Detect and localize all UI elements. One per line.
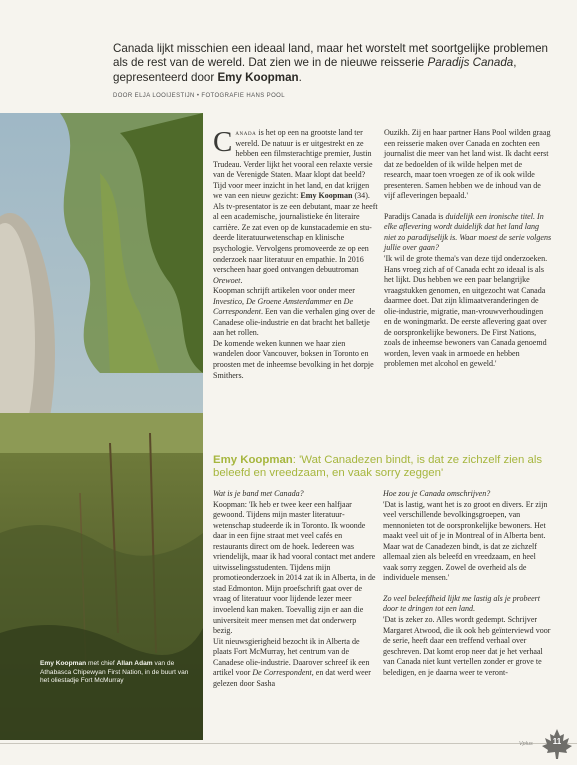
article-column-1: [213, 128, 378, 381]
photo-illustration: [0, 113, 203, 740]
col3-a2-b: , en dat werd weer gelezen door Sasha: [213, 668, 371, 688]
page-number: 11: [552, 737, 562, 746]
col2-paragraph-1: Ouzikh. Zij en haar partner Hans Pool wilden graag een reisserie maken over Canada en zochten een journalist die meer van het land wist. Ik dacht eerst dat ze bedoelden of ik wilde helpen met de research, maar toen vroegen ze of ik ook wilde presenteren. Samen hebben we de inhoud van de vijf afleveringen bepaald.': [384, 128, 551, 201]
spacer: [384, 202, 552, 212]
col3-a2-a: Uit nieuwsgierigheid bezocht ik in Alberta de plaats Fort McMurray, het centrum van de Canadese olie-industrie. Daarover schreef ik een artikel voor: [213, 636, 370, 678]
col4-question-2: Zo veel beleefdheid lijkt me lastig als je probeert door te dringen tot een land.: [383, 593, 541, 614]
col2-q-a: Paradijs Canada is: [384, 211, 446, 221]
col1-paragraph-2: [213, 286, 378, 339]
article-photo: [0, 113, 203, 740]
col3-answer-2: [213, 637, 376, 690]
col1-text-3: .: [240, 275, 243, 285]
col1-text-2: (34). Als tv-presentator is ze een debutant, maar ze heeft al een academische, journalistieke én literaire carrière. Ze zat even op de kunstacademie en studeerde literatuurwetenschap en klinische psychologie. Vervolgens promoveerde ze op een onderzoek naar literatuur en empathie. In 2016 verscheen haar goed ontvangen debuutroman: [213, 191, 378, 275]
col3-a2-italic: De Correspondent: [252, 668, 312, 678]
col1-p2-b: ,: [242, 296, 247, 306]
caption-rest: van de Athabasca Chipewyan First Nation, in de buurt van het oliestadje Fort McMurray: [40, 660, 189, 685]
col2-paragraph-3: 'Ik wil de grote thema's van deze tijd onderzoeken. Hans vroeg zich af of Canada echt zo ideaal is als het lijkt. Dus hebben we een paar belangrijke vraagstukken genomen, en uitgezocht wat Canada daarmee doet. Dat zijn klimaatveranderingen de olie-industrie, migratie, man-vrouwverhoudingen en de woningmarkt. De eerste aflevering gaat over de oorspronkelijke bewoners. De First Nations, zoals de inheemse bewoners van Canada genoemd worden, leven vaak in armoede en hebben problemen met alcohol en geweld.': [384, 254, 548, 369]
col1-text-1: is het op een na grootste land ter wereld. De natuur is er uitgestrekt en ze hebben een filmsterachtige premier, Justin Trudeau. Verder lijkt het vooral een relaxte versie van de Verenigde Staten. Maar klopt dat beeld? Tijd voor meer inzicht in het land, en dat krijgen we van een nieuw gezicht:: [213, 128, 373, 201]
col4-answer-2: 'Dat is zeker zo. Alles wordt gedempt. Schrijver Margaret Atwood, die ik ook heb geïnterviewd voor de serie, heeft daar een treffend verhaal over geschreven. Dat komt erop neer dat je het verhaal van Canada niet kunt vertellen zonder er grove te beledigen, en je daarna weer te veront-: [383, 615, 551, 677]
article-column-3: [213, 489, 376, 689]
lede-show-title: Paradijs Canada: [427, 56, 514, 70]
caption-mid: met chief: [86, 660, 117, 667]
caption-chief: Allan Adam: [116, 660, 153, 667]
spacer: [383, 584, 551, 594]
lede-end: .: [298, 70, 302, 84]
col1-pub-3: De Correspondent: [213, 296, 354, 317]
article-column-4: [383, 489, 551, 678]
col2-question: [384, 212, 552, 254]
drop-cap: C: [213, 126, 233, 158]
col1-pub-2: De Groene Amsterdammer: [246, 296, 333, 306]
pull-quote-text: : 'Wat Canadezen bindt, is dat ze zichzelf zien als beleefd en vreedzaam, en vaak sorry zeggen': [213, 454, 543, 480]
col1-pub-1: Investico: [213, 296, 243, 306]
col1-emy: Emy Koopman: [300, 191, 353, 201]
col3-question-1: Wat is je band met Canada?: [213, 489, 304, 498]
drop-cap-rest: anada: [235, 128, 257, 137]
col1-paragraph-3: De komende weken kunnen we haar zien wandelen door Vancouver, boksen in Toronto en proosten met de inheemse bevolking in het dorpje Smithers.: [213, 338, 374, 380]
pull-quote-name: Emy Koopman: [213, 454, 293, 466]
col1-p2-d: . Een van die verhalen ging over de Canadese olie-industrie en dat bracht het balletje aan het rollen.: [213, 307, 375, 338]
col2-q-italic: duidelijk een ironische titel. In elke aflevering wordt duidelijk dat het land lang niet zo paradijselijk is. Waar moest de serie volgens jullie over gaan?: [384, 211, 552, 253]
col4-question-1: Hoe zou je Canada omschrijven?: [383, 489, 491, 498]
pull-quote: [213, 454, 563, 481]
col1-p2-c: en: [332, 296, 344, 306]
footer-rule: [0, 743, 577, 744]
caption-name: Emy Koopman: [40, 660, 87, 667]
col1-p2-a: Koopman schrijft artikelen voor onder meer: [213, 286, 355, 296]
article-column-2: [384, 128, 552, 370]
lede-text: Canada lijkt misschien een ideaal land, maar het worstelt met soortgelijke problemen als de rest van de wereld. Dat zien we in de nieuwe reisserie: [113, 42, 548, 70]
photo-caption: [40, 660, 198, 686]
col4-answer-1: 'Dat is lastig, want het is zo groot en divers. Er zijn veel verschillende bevolkingsgroepen, van mennonieten tot de oorspronkelijke bewoners. Het maakt veel uit of je in Montreal of in Alberta bent. Maar wat de Canadezen bindt, is dat ze zichzelf allemaal zien als beleefd en vreedzaam, en heel vaak sorry zeggen. Zowel de overheid als de individuele mensen.': [383, 499, 548, 583]
col3-answer-1: Koopman: 'Ik heb er twee keer een halfjaar gewoond. Tijdens mijn master literatuurwetenschap studeerde ik in Toronto. Ik woonde daar in een fijne straat met veel cafés en restaurants direct om de hoek. Iedereen was vriendelijk, maar ik had vooral contact met andere uitwisselingsstudenten. Tijdens mijn promotieonderzoek in 2014 zat ik in Alberta, in de stad Edmonton. Mijn proefschrift gaat over de vraag of literatuur voor lijdende lezer meer invoelend kan maken. Toevallig zijn er aan die universiteit meer mensen met dat onderwerp bezig.: [213, 499, 376, 636]
intro-paragraph: [213, 128, 378, 286]
byline: DOOR ELJA LOOIJESTIJN • FOTOGRAFIE HANS POOL: [113, 93, 285, 99]
lede-text-2: , gepresenteerd door: [113, 56, 517, 84]
col1-novel: Orewoet: [213, 275, 241, 285]
footer-label: Vplus: [519, 741, 533, 747]
article-lede: [113, 42, 563, 85]
lede-presenter: Emy Koopman: [217, 70, 299, 84]
